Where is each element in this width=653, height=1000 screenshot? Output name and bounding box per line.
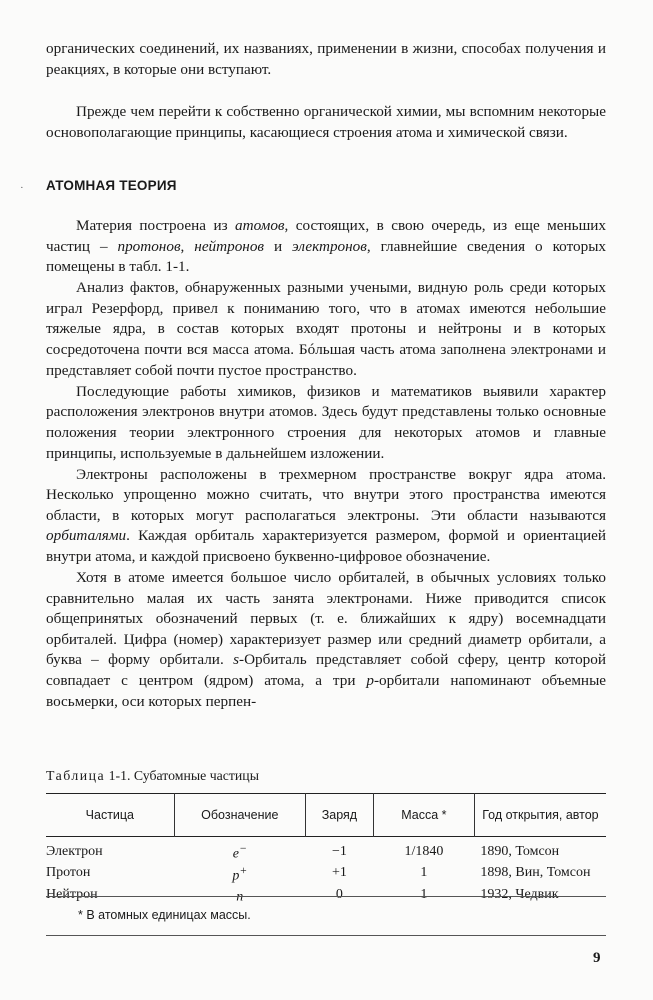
cell-mass: 1	[420, 887, 428, 903]
intro-paragraph-2	[46, 102, 606, 143]
header-mass: Масса *	[373, 794, 474, 837]
header-discovery: Год открытия, автор	[474, 794, 606, 837]
term-neutrons: нейтронов	[194, 237, 265, 255]
cell-mass: 1	[420, 865, 428, 881]
section-heading: АТОМНАЯ ТЕОРИЯ	[46, 178, 177, 193]
header-symbol: Обозначение	[174, 794, 305, 837]
intro-text-2: Прежде чем перейти к собственно органической химии, мы вспомним некоторые основополагающие принципы, касающиеся строения атома и химической связи.	[46, 103, 606, 141]
footnote-divider	[46, 896, 606, 897]
cell-charge: −1	[331, 843, 347, 859]
cell-mass: 1/1840	[404, 843, 444, 859]
intro-text-1: органических соединений, их названиях, применении в жизни, способах получения и реакциях, в которые они вступают.	[46, 40, 606, 78]
body-paragraph-5: Хотя в атоме имеется большое число орбиталей, в обычных условиях только сравнительно малая их часть занята электронами. Ниже приводится список общепринятых обозначений первых (т. е. ближайших к ядру) восемнадцати орбиталей. Цифра (номер) характеризует размер или средний диаметр орбитали, а буква – форму орбитали. s-Орбиталь представляет собой сферу, центр которой совпадает с центром (ядром) атома, а три p-орбитали напоминают объемные восьмерки, оси которых перпен-	[46, 569, 607, 710]
cell-name: Протон	[46, 865, 91, 881]
cell-name: Электрон	[46, 843, 103, 859]
term-orbitals: орбиталями	[46, 527, 127, 545]
term-s: s	[233, 651, 240, 669]
section-body	[46, 216, 606, 712]
body-paragraph-1: Материя построена из атомов, состоящих, в свою очередь, из еще меньших частиц – протонов, нейтронов и электронов, главнейшие сведения о которых помещены в табл. 1-1.	[46, 217, 606, 276]
cell-name: Нейтрон	[46, 887, 98, 903]
cell-discovery: 1898, Вин, Томсон	[480, 865, 591, 881]
cell-discovery: 1890, Томсон	[480, 843, 560, 859]
term-p: p	[366, 672, 374, 690]
intro-paragraph-1	[46, 39, 606, 80]
cell-symbol: n	[236, 889, 244, 905]
term-electrons: электронов	[292, 237, 367, 255]
cell-symbol: p+	[232, 863, 248, 884]
header-particle: Частица	[85, 808, 135, 822]
body-paragraph-4: Электроны расположены в трехмерном пространстве вокруг ядра атома. Несколько упрощенно можно считать, что внутри этого пространства имеются области, в которых могут располагаться электроны. Эти области называются орбиталями. Каждая орбиталь характеризуется размером, формой и ориентацией внутри атома, и каждой присвоено буквенно-цифровое обозначение.	[46, 465, 606, 565]
table-row	[46, 863, 606, 885]
table-footnote: * В атомных единицах массы.	[78, 908, 251, 922]
term-protons: протонов	[117, 237, 181, 255]
table-row	[46, 837, 606, 863]
margin-mark: ·	[20, 182, 24, 194]
cell-charge: 0	[335, 887, 343, 903]
term-atoms: атомов	[235, 217, 285, 234]
bottom-divider	[46, 935, 606, 936]
body-paragraph-3: Последующие работы химиков, физиков и математиков выявили характер расположения электронов внутри атомов. Здесь будут представлены только основные положения теории электронного строения для некоторых атомов и главные принципы, используемые в дальнейшем изложении.	[46, 382, 606, 462]
cell-charge: +1	[331, 865, 347, 881]
subatomic-particles-table	[46, 793, 606, 906]
cell-symbol: e−	[232, 842, 247, 862]
body-paragraph-2: Анализ фактов, обнаруженных разными учеными, видную роль среди которых играл Резерфорд, привел к пониманию того, что в атомах имеются небольшие тяжелые ядра, в состав которых входят протоны и нейтроны и в которых сосредоточена почти вся масса атома. Бóльшая часть атома заполнена электронами и представляет собой почти пустое пространство.	[46, 279, 606, 379]
header-charge: Заряд	[305, 794, 373, 837]
table-header-row	[46, 794, 606, 837]
cell-discovery: 1932, Чедвик	[480, 887, 559, 903]
page-number: 9	[593, 950, 601, 966]
table-caption: Таблица 1-1. Субатомные частицы	[46, 768, 259, 783]
